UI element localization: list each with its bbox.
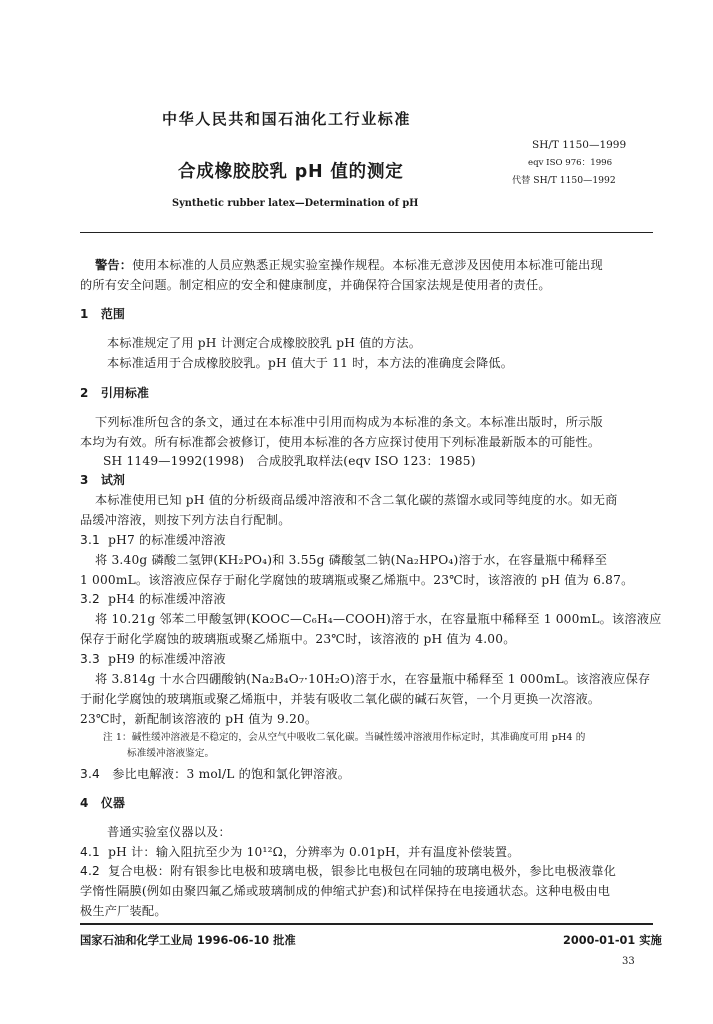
section-2-number: 2 (80, 386, 89, 400)
subsection-4-2-line-1 (80, 862, 616, 879)
subsection-3-1-line-2: 1 000mL。该溶液应保存于耐化学腐蚀的玻璃瓶或聚乙烯瓶中。23℃时，该溶液的 pH 值为 6.87。 (80, 573, 634, 587)
subsection-4-2-text-1: 复合电极：附有银参比电极和玻璃电极，银参比电极包在同轴的玻璃电极外，参比电极液靠化 (108, 864, 617, 878)
section-2-heading (80, 384, 149, 401)
warning-line-2: 的所有安全问题。制定相应的安全和健康制度，并确保符合国家法规是使用者的责任。 (80, 278, 551, 292)
subsection-4-2-line-3: 极生产厂装配。 (80, 904, 167, 918)
subsection-3-1-heading (80, 531, 226, 548)
subsection-3-4-number: 3.4 (80, 767, 100, 781)
section-3-line-1: 本标准使用已知 pH 值的分析级商品缓冲溶液和不含二氧化碳的蒸馏水或同等纯度的水。如无商 (95, 493, 618, 507)
warning-label: 警告： (95, 258, 133, 272)
subsection-3-4 (80, 765, 350, 782)
section-1-title: 范围 (100, 307, 125, 321)
subsection-4-2-line-2: 学惰性隔膜(例如由聚四氟乙烯或玻璃制成的伸缩式护套)和试样保持在电接通状态。这种电极由电 (80, 884, 611, 898)
section-1-number: 1 (80, 307, 89, 321)
section-3-heading (80, 471, 125, 488)
subsection-3-4-text: 参比电解液：3 mol/L 的饱和氯化钾溶液。 (112, 767, 351, 781)
subsection-3-3-number: 3.3 (80, 652, 100, 666)
section-2-title: 引用标准 (100, 386, 149, 400)
subsection-3-3-heading (80, 650, 226, 667)
std-number: SH/T 1150—1999 (532, 139, 627, 151)
subsection-4-2-number: 4.2 (80, 864, 100, 878)
subsection-3-1-number: 3.1 (80, 533, 100, 547)
subsection-3-1-line-1: 将 3.40g 磷酸二氢钾(KH₂PO₄)和 3.55g 磷酸氢二钠(Na₂HPO₄)溶于水，在容量瓶中稀释至 (95, 553, 608, 567)
section-3-line-2: 品缓冲溶液，则按下列方法自行配制。 (80, 513, 291, 527)
document-title-en: Synthetic rubber latex—Determination of pH (172, 198, 419, 209)
header-divider (80, 232, 653, 233)
subsection-4-1 (80, 843, 520, 860)
org-title: 中华人民共和国石油化工行业标准 (162, 110, 412, 128)
section-1-para-1: 本标准规定了用 pH 计测定合成橡胶胶乳 pH 值的方法。 (107, 336, 422, 350)
replaces-standard: 代替 SH/T 1150—1992 (512, 175, 616, 186)
warning-text-1: 使用本标准的人员应熟悉正规实验室操作规程。本标准无意涉及因使用本标准可能出现 (132, 258, 603, 272)
warning-line-1 (95, 256, 603, 273)
document-title: 合成橡胶胶乳 pH 值的测定 (178, 162, 404, 182)
subsection-3-2-number: 3.2 (80, 592, 100, 606)
section-2-line-1: 下列标准所包含的条文，通过在本标准中引用而构成为本标准的条文。本标准出版时，所示版 (95, 415, 603, 429)
subsection-3-2-heading (80, 590, 226, 607)
page-number: 33 (622, 956, 635, 967)
subsection-3-2-title: pH4 的标准缓冲溶液 (108, 592, 226, 606)
section-1-para-2: 本标准适用于合成橡胶胶乳。pH 值大于 11 时，本方法的准确度会降低。 (107, 356, 514, 370)
subsection-3-3-line-1: 将 3.814g 十水合四硼酸钠(Na₂B₄O₇·10H₂O)溶于水，在容量瓶中稀释至 1 000mL。该溶液应保存 (95, 672, 651, 686)
section-2-line-2: 本均为有效。所有标准都会被修订，使用本标准的各方应探讨使用下列标准最新版本的可能性。 (80, 435, 601, 449)
section-1-heading (80, 305, 125, 322)
note-1-line-2: 标准缓冲溶液鉴定。 (127, 748, 215, 759)
referenced-standard: SH 1149—1992(1998) 合成胶乳取样法(eqv ISO 123：1985) (103, 454, 476, 468)
subsection-3-1-title: pH7 的标准缓冲溶液 (108, 533, 226, 547)
equiv-standard: eqv ISO 976：1996 (528, 158, 613, 168)
effective-date: 2000-01-01 实施 (563, 934, 662, 947)
subsection-4-1-text: pH 计：输入阻抗至少为 10¹²Ω，分辨率为 0.01pH，并有温度补偿装置。 (108, 845, 520, 859)
note-1-line-1: 注 1：碱性缓冲溶液是不稳定的，会从空气中吸收二氧化碳。当碱性缓冲溶液用作标定时，其准确度可用 pH4 的 (103, 732, 586, 743)
subsection-3-3-title: pH9 的标准缓冲溶液 (108, 652, 226, 666)
subsection-3-3-line-2: 于耐化学腐蚀的玻璃瓶或聚乙烯瓶中，并装有吸收二氧化碳的碱石灰管，一个月更换一次溶液。 (80, 692, 601, 706)
subsection-3-2-line-1: 将 10.21g 邻苯二甲酸氢钾(KOOC—C₆H₄—COOH)溶于水，在容量瓶中稀释至 1 000mL。该溶液应 (95, 612, 662, 626)
subsection-4-1-number: 4.1 (80, 845, 100, 859)
subsection-3-3-line-3: 23℃时，新配制该溶液的 pH 值为 9.20。 (80, 712, 318, 726)
section-4-title: 仪器 (100, 796, 125, 810)
section-4-intro: 普通实验室仪器以及： (107, 825, 231, 839)
section-3-number: 3 (80, 473, 89, 487)
footer-divider (80, 923, 653, 925)
section-4-number: 4 (80, 796, 89, 810)
section-4-heading (80, 794, 125, 811)
subsection-3-2-line-2: 保存于耐化学腐蚀的玻璃瓶或聚乙烯瓶中。23℃时，该溶液的 pH 值为 4.00。 (80, 632, 516, 646)
approval-statement: 国家石油和化学工业局 1996-06-10 批准 (80, 934, 296, 947)
section-3-title: 试剂 (100, 473, 125, 487)
